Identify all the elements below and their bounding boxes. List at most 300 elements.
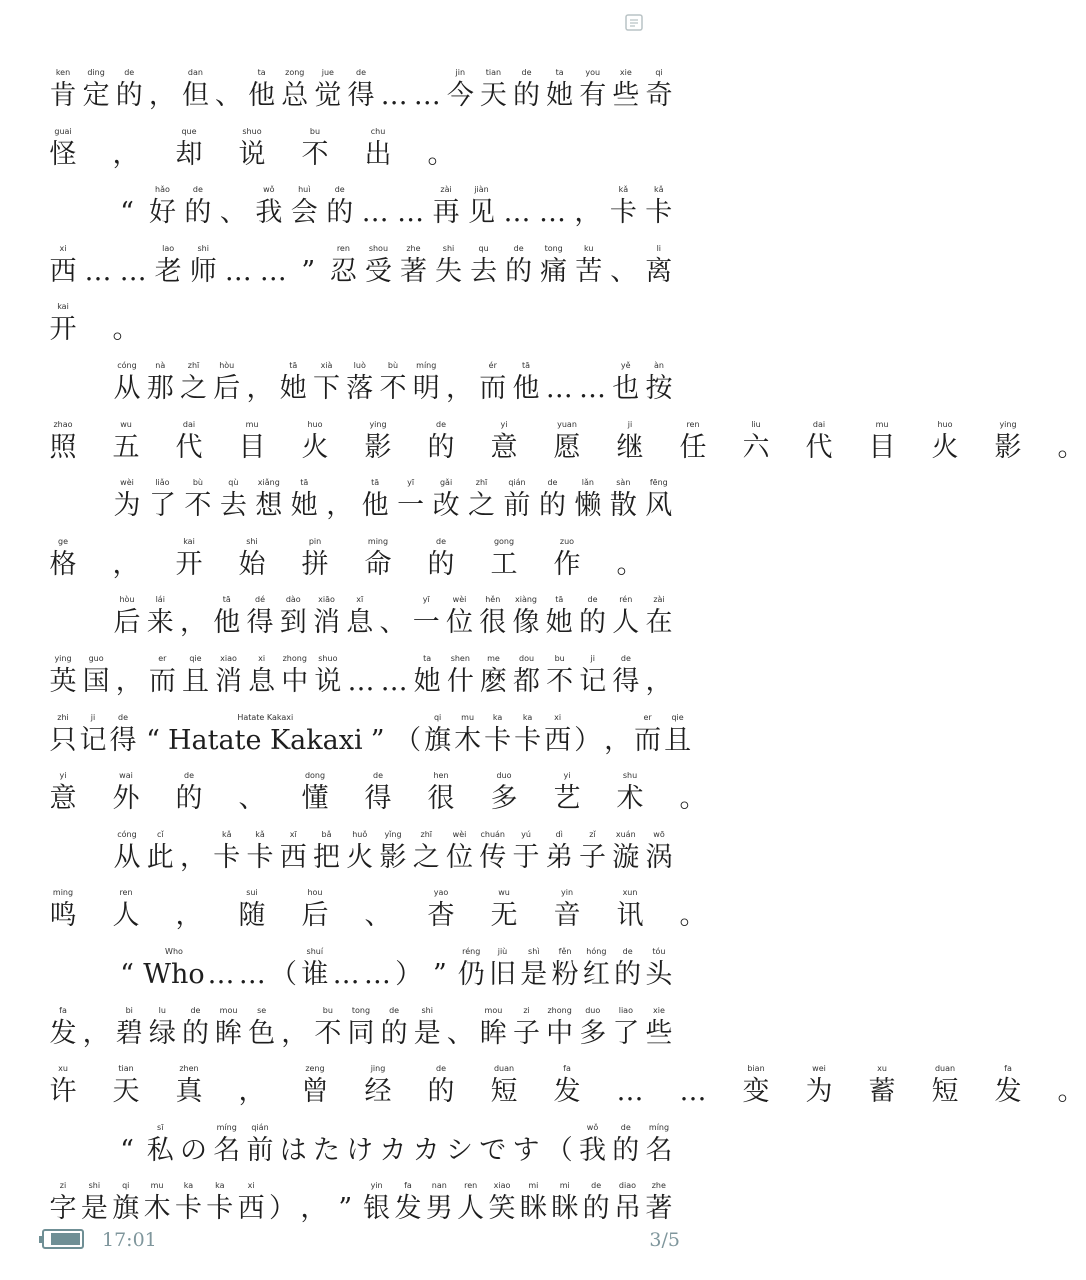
- pinyin-annotation: jin: [455, 68, 466, 77]
- pinyin-annotation: ren: [464, 1181, 478, 1191]
- body-character: 息: [248, 666, 276, 697]
- body-character: 火: [931, 431, 959, 463]
- pinyin-annotation: zhī: [187, 361, 200, 370]
- body-character: 一: [412, 607, 440, 639]
- ruby-character: [867, 1064, 897, 1110]
- ruby-character: [112, 947, 142, 993]
- ruby-character: [544, 830, 574, 876]
- ruby-character: [445, 654, 475, 700]
- ruby-character: [544, 1123, 574, 1169]
- body-character: 发: [553, 1076, 581, 1108]
- pinyin-annotation: ding: [87, 68, 105, 77]
- ruby-character: [426, 771, 456, 817]
- body-character: 国: [82, 666, 110, 697]
- pinyin-annotation: yi: [500, 419, 508, 429]
- ruby-character: [147, 478, 177, 524]
- body-character: 的: [579, 607, 606, 639]
- body-character: 目: [238, 431, 266, 463]
- status-bar: [0, 1210, 720, 1270]
- pinyin-annotation: wō: [653, 829, 665, 839]
- pinyin-annotation: xuán: [615, 829, 636, 839]
- clock-time: 17:01: [102, 1229, 157, 1251]
- pinyin-annotation: fěn: [558, 947, 572, 956]
- text-line: [48, 525, 674, 583]
- body-character: …: [545, 373, 573, 404]
- pinyin-annotation: de: [355, 68, 366, 77]
- ruby-character: [431, 478, 461, 524]
- ruby-character: [247, 1006, 277, 1052]
- ruby-character: [644, 654, 674, 700]
- pinyin-annotation: que: [181, 126, 197, 136]
- pinyin-annotation: shen: [450, 654, 470, 663]
- pinyin-annotation: qie: [671, 712, 684, 722]
- ruby-character: [615, 537, 645, 583]
- body-character: 为: [113, 490, 141, 522]
- pinyin-annotation: míng: [416, 361, 437, 370]
- pinyin-annotation: bu: [309, 126, 321, 136]
- ruby-character: [398, 244, 428, 290]
- pinyin-annotation: qián: [508, 478, 526, 488]
- ruby-character: [48, 127, 78, 173]
- body-character: 发: [994, 1076, 1022, 1108]
- body-character: 之: [468, 490, 496, 522]
- ruby-character: [552, 888, 582, 934]
- ruby-character: [174, 127, 204, 173]
- pinyin-annotation: tóu: [652, 947, 666, 956]
- body-character: 著: [399, 255, 427, 287]
- reader-app-icon[interactable]: [624, 12, 644, 32]
- body-character: …: [332, 959, 360, 990]
- ruby-character: [312, 830, 342, 876]
- pinyin-annotation: yi: [59, 771, 67, 781]
- body-character: 音: [553, 900, 581, 932]
- ruby-character: [608, 478, 638, 524]
- ruby-character: [411, 1123, 441, 1169]
- ruby-character: [48, 888, 78, 934]
- pinyin-annotation: yi: [563, 771, 571, 781]
- pinyin-annotation: ka: [492, 712, 503, 722]
- ruby-character: [114, 654, 144, 700]
- ruby-character: [174, 771, 204, 817]
- ruby-character: [289, 478, 319, 524]
- body-character: 开: [175, 548, 203, 580]
- pinyin-annotation: dan: [187, 68, 203, 77]
- ruby-character: [379, 1006, 409, 1052]
- body-character: 很: [479, 607, 507, 639]
- ruby-character: [930, 1064, 960, 1110]
- ruby-character: [993, 1064, 1023, 1110]
- pinyin-annotation: fa: [59, 1005, 67, 1015]
- pinyin-annotation: kai: [183, 536, 195, 546]
- text-line: [112, 583, 674, 641]
- ruby-character: [478, 595, 508, 641]
- pinyin-annotation: kǎ: [255, 829, 265, 839]
- pinyin-annotation: de: [334, 185, 345, 195]
- ruby-character: [611, 1006, 641, 1052]
- body-character: 人: [612, 607, 640, 639]
- ruby-character: [300, 420, 330, 466]
- body-character: ，: [82, 1017, 110, 1049]
- body-character: 受: [364, 255, 392, 287]
- pinyin-annotation: ku: [583, 243, 594, 253]
- body-character: 愿: [553, 431, 581, 463]
- ruby-character: [48, 771, 78, 817]
- ruby-character: [608, 185, 638, 231]
- ruby-character: [280, 68, 310, 114]
- ruby-character: [396, 185, 426, 231]
- text-line: [48, 642, 674, 700]
- body-character: 总: [281, 80, 309, 111]
- pinyin-annotation: zài: [653, 595, 665, 605]
- body-character: “: [146, 724, 160, 756]
- body-character: 有: [579, 80, 607, 111]
- text-line: [48, 56, 674, 114]
- ruby-character: [145, 595, 175, 641]
- ruby-character: [644, 185, 674, 231]
- body-character: …: [413, 80, 441, 111]
- body-character: 仍: [457, 959, 485, 990]
- pinyin-annotation: tong: [351, 1005, 371, 1015]
- body-character: 五: [112, 431, 140, 463]
- body-character: カ: [412, 1134, 440, 1166]
- text-line: [48, 232, 674, 290]
- pinyin-annotation: tā: [371, 478, 380, 488]
- ruby-character: [245, 361, 275, 407]
- body-character: 谁: [301, 959, 329, 990]
- body-character: 开: [49, 314, 77, 346]
- ruby-character: [363, 713, 393, 759]
- ruby-character: [48, 68, 78, 114]
- body-character: 男: [425, 1193, 453, 1225]
- ruby-character: [467, 185, 497, 231]
- pinyin-annotation: yǐng: [384, 829, 402, 839]
- body-character: 卡: [645, 197, 673, 229]
- body-character: 人: [112, 900, 140, 932]
- body-character: 痛: [540, 255, 568, 287]
- body-character: 讯: [616, 900, 644, 932]
- body-character: 卡: [609, 197, 637, 229]
- pinyin-annotation: ren: [119, 888, 133, 898]
- ruby-character: [412, 68, 442, 114]
- pinyin-annotation: duo: [585, 1005, 601, 1015]
- ruby-character: [426, 420, 456, 466]
- ruby-character: [179, 1123, 209, 1169]
- body-character: …: [238, 959, 266, 990]
- body-character: 奇: [645, 80, 673, 111]
- pinyin-annotation: zhe: [651, 1181, 666, 1191]
- pinyin-annotation: zhī: [420, 829, 432, 839]
- ruby-character: [48, 420, 78, 466]
- body-character: 粉: [551, 959, 579, 990]
- body-character: 再: [432, 197, 460, 229]
- pinyin-annotation: li: [656, 243, 662, 253]
- pinyin-annotation: zǐ: [589, 829, 596, 839]
- pinyin-annotation: hou: [307, 888, 323, 898]
- ruby-character: [214, 654, 244, 700]
- body-character: 到: [279, 607, 307, 639]
- body-character: 中: [281, 666, 309, 697]
- body-character: 他: [213, 607, 241, 639]
- pinyin-annotation: tā: [521, 361, 531, 370]
- body-character: 始: [238, 548, 266, 580]
- ruby-character: [552, 420, 582, 466]
- ruby-character: [478, 654, 508, 700]
- body-character: ，: [115, 666, 143, 697]
- text-line: [112, 173, 674, 231]
- pinyin-annotation: bi: [125, 1005, 133, 1015]
- body-character: …: [361, 197, 389, 229]
- body-character: 许: [49, 1076, 77, 1108]
- body-character: 、: [238, 783, 266, 815]
- ruby-character: [48, 302, 78, 348]
- ruby-character: [678, 420, 708, 466]
- body-character: …: [538, 197, 566, 229]
- ruby-character: [379, 68, 409, 114]
- ruby-character: [489, 1064, 519, 1110]
- body-character: 的: [427, 1076, 455, 1108]
- pinyin-annotation: yī: [422, 595, 430, 605]
- pinyin-annotation: xiao: [493, 1181, 511, 1191]
- ruby-character: [218, 478, 248, 524]
- ruby-character: [519, 947, 549, 993]
- ruby-character: [511, 361, 541, 407]
- body-character: 一: [397, 490, 425, 522]
- ruby-character: [578, 1006, 608, 1052]
- pinyin-annotation: xi: [258, 654, 266, 663]
- pinyin-annotation: shi: [88, 1181, 101, 1191]
- pinyin-annotation: shi: [442, 243, 455, 253]
- body-character: 定: [82, 80, 110, 111]
- text-line: [48, 701, 692, 759]
- pinyin-annotation: tā: [289, 361, 298, 370]
- body-character: 她: [413, 666, 441, 697]
- pinyin-annotation: hóng: [586, 947, 607, 956]
- ruby-character: [478, 1006, 508, 1052]
- body-character: 是: [413, 1017, 441, 1049]
- ruby-character: [483, 713, 513, 759]
- body-character: 不: [379, 373, 407, 404]
- body-character: 。: [427, 138, 455, 170]
- body-character: 外: [112, 783, 140, 815]
- ruby-character: [445, 68, 475, 114]
- ruby-character: [545, 654, 575, 700]
- pinyin-annotation: ji: [90, 712, 96, 722]
- ruby-character: [48, 244, 78, 290]
- ruby-character: [108, 713, 138, 759]
- ruby-character: [489, 771, 519, 817]
- body-character: た: [313, 1134, 340, 1166]
- ruby-character: [300, 947, 330, 993]
- pinyin-annotation: Who: [165, 947, 183, 956]
- ruby-character: [346, 654, 376, 700]
- ruby-character: [741, 1064, 771, 1110]
- ruby-character: [313, 654, 343, 700]
- pinyin-annotation: huǒ: [352, 829, 368, 839]
- ruby-character: [578, 595, 608, 641]
- ruby-character: [644, 1006, 674, 1052]
- body-character: 随: [238, 900, 266, 932]
- ruby-character: [313, 1006, 343, 1052]
- ruby-character: [550, 947, 580, 993]
- body-character: 代: [175, 431, 203, 463]
- ruby-character: [188, 244, 218, 290]
- body-character: 是: [80, 1193, 108, 1225]
- ruby-character: [114, 1006, 144, 1052]
- pinyin-annotation: dou: [519, 654, 535, 663]
- ruby-character: [245, 595, 275, 641]
- body-character: シ: [446, 1134, 473, 1166]
- ruby-character: [111, 302, 141, 348]
- ruby-character: [573, 185, 603, 231]
- body-character: 吊: [613, 1193, 641, 1225]
- text-line: [48, 1052, 1085, 1110]
- body-character: 、: [610, 255, 638, 287]
- pinyin-annotation: shì: [528, 947, 540, 956]
- body-character: 中: [546, 1017, 574, 1049]
- ruby-character: [346, 68, 376, 114]
- ruby-character: [478, 1123, 508, 1169]
- pinyin-annotation: de: [436, 1064, 446, 1074]
- body-character: 碧: [115, 1017, 143, 1049]
- ruby-character: [112, 595, 142, 641]
- body-character: 、: [219, 197, 247, 229]
- pinyin-annotation: wei: [812, 1064, 826, 1074]
- ruby-character: [378, 361, 408, 407]
- ruby-character: [360, 478, 390, 524]
- ruby-character: [237, 420, 267, 466]
- pinyin-annotation: shi: [421, 1005, 433, 1015]
- ruby-character: [111, 127, 141, 173]
- body-character: 的: [380, 1017, 408, 1049]
- ruby-character: [644, 244, 674, 290]
- ruby-character: [394, 947, 424, 993]
- body-character: 天: [112, 1076, 140, 1108]
- body-character: 真: [175, 1076, 203, 1108]
- pinyin-annotation: yě: [620, 361, 631, 370]
- pinyin-annotation: xie: [619, 68, 632, 77]
- ruby-character: [502, 478, 532, 524]
- ruby-character: [393, 713, 423, 759]
- pinyin-annotation: de: [513, 243, 524, 253]
- body-character: 多: [579, 1017, 607, 1049]
- pinyin-annotation: wèi: [452, 829, 467, 839]
- pinyin-annotation: lao: [162, 243, 175, 253]
- body-character: す: [512, 1134, 540, 1166]
- ruby-character: [300, 127, 330, 173]
- ruby-character: [552, 537, 582, 583]
- body-character: ）: [395, 959, 423, 990]
- ruby-character: [180, 654, 210, 700]
- body-character: 名: [645, 1134, 673, 1166]
- pinyin-annotation: de: [184, 771, 194, 781]
- pinyin-annotation: liǎo: [155, 478, 170, 488]
- body-character: 弟: [545, 841, 573, 873]
- body-character: 的: [582, 1193, 610, 1225]
- pinyin-annotation: wèi: [452, 595, 467, 605]
- pinyin-annotation: jiù: [497, 947, 508, 956]
- ruby-character: [145, 1123, 175, 1169]
- ruby-character: [180, 68, 210, 114]
- pinyin-annotation: ta: [423, 654, 432, 663]
- body-character: ，: [238, 1076, 266, 1108]
- ruby-character: [504, 244, 534, 290]
- pinyin-annotation: xi: [59, 243, 67, 253]
- ruby-character: [145, 830, 175, 876]
- body-character: 之: [412, 841, 440, 873]
- pinyin-annotation: shu: [622, 771, 638, 781]
- body-character: 散: [609, 490, 637, 522]
- ruby-character: [245, 1123, 275, 1169]
- pinyin-annotation: hòu: [219, 361, 235, 370]
- ruby-character: [111, 888, 141, 934]
- ruby-character: [112, 361, 142, 407]
- body-character: …: [679, 1076, 707, 1108]
- ruby-character: [489, 888, 519, 934]
- ruby-character: [378, 595, 408, 641]
- body-character: 红: [582, 959, 610, 990]
- body-character: 说: [314, 666, 342, 697]
- pinyin-annotation: kǎ: [618, 185, 629, 195]
- ruby-character: [512, 68, 542, 114]
- ruby-character: [111, 420, 141, 466]
- body-character: …: [207, 959, 235, 990]
- body-character: 些: [612, 80, 640, 111]
- pinyin-annotation: duan: [934, 1064, 956, 1074]
- body-character: 卡: [174, 1193, 202, 1225]
- ruby-character: [930, 420, 960, 466]
- ruby-character: [396, 478, 426, 524]
- body-character: …: [397, 197, 425, 229]
- pinyin-annotation: de: [547, 478, 558, 488]
- body-character: 也: [612, 373, 640, 404]
- body-character: 木: [143, 1193, 171, 1225]
- pinyin-annotation: zhī: [475, 478, 488, 488]
- pinyin-annotation: xi: [554, 712, 562, 722]
- body-character: 西: [544, 724, 572, 756]
- pinyin-annotation: huì: [298, 185, 311, 195]
- pinyin-annotation: xi: [247, 1181, 255, 1191]
- body-character: け: [346, 1134, 374, 1166]
- ruby-character: [537, 185, 567, 231]
- pinyin-annotation: bu: [554, 654, 565, 663]
- pinyin-annotation: xī: [356, 595, 364, 605]
- ruby-character: [478, 830, 508, 876]
- body-character: 字: [49, 1193, 77, 1225]
- ruby-character: [426, 537, 456, 583]
- body-character: 短: [931, 1076, 959, 1108]
- body-character: 失: [435, 255, 463, 287]
- body-character: 出: [364, 138, 392, 170]
- ruby-character: [603, 713, 633, 759]
- body-character: 且: [181, 666, 209, 697]
- pinyin-annotation: bù: [387, 361, 399, 370]
- pinyin-annotation: fa: [404, 1181, 412, 1191]
- body-character: 是: [520, 959, 548, 990]
- text-line: [112, 466, 674, 524]
- pinyin-annotation: kǎ: [221, 829, 232, 839]
- body-character: 会: [290, 197, 318, 229]
- body-character: 了: [612, 1017, 640, 1049]
- body-character: 后: [113, 607, 141, 639]
- ruby-character: [445, 1123, 475, 1169]
- body-character: 把: [313, 841, 340, 873]
- body-character: ，: [180, 841, 207, 873]
- body-character: 后: [213, 373, 241, 404]
- body-character: 得: [109, 724, 137, 756]
- body-character: ，: [148, 80, 176, 111]
- body-character: 懒: [574, 490, 602, 522]
- body-character: 格: [49, 548, 77, 580]
